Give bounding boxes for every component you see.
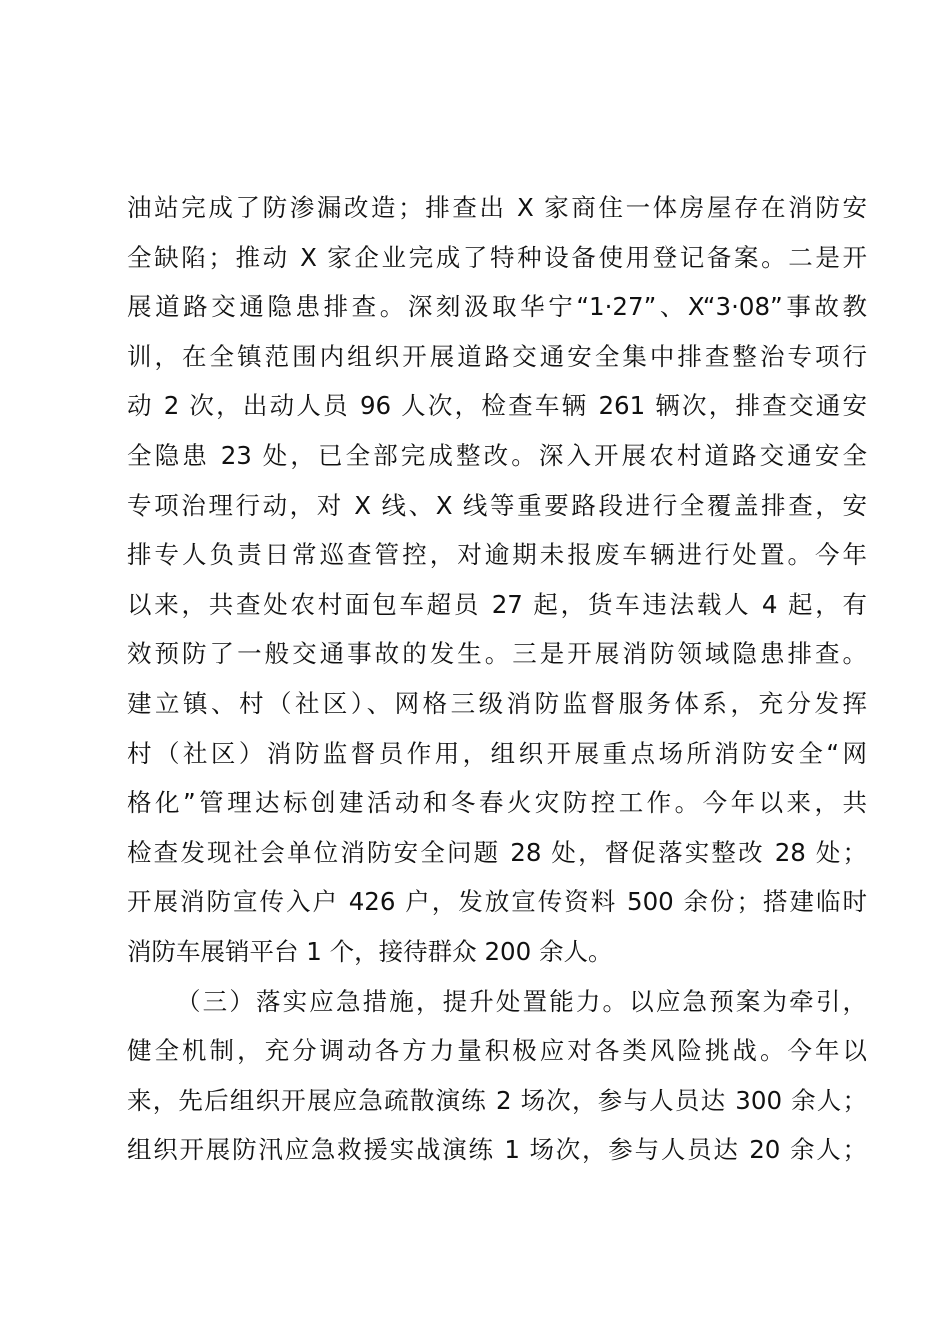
section-heading-line: （三）落实应急措施，提升处置能力。以应急预案为牵引，: [176, 986, 867, 1016]
text-line: 检查发现社会单位消防安全问题 28 处，督促落实整改 28 处；: [127, 837, 867, 867]
paragraph-2: [127, 977, 867, 1175]
text-line: 训，在全镇范围内组织开展道路交通安全集中排查整治专项行: [127, 341, 867, 371]
paragraph-1: [127, 183, 867, 977]
text-line: 动 2 次，出动人员 96 人次，检查车辆 261 辆次，排查交通安: [127, 391, 867, 421]
text-line: 效预防了一般交通事故的发生。三是开展消防领域隐患排查。: [127, 639, 867, 669]
text-line: 开展消防宣传入户 426 户，发放宣传资料 500 余份；搭建临时: [127, 887, 867, 917]
text-line: 专项治理行动，对 X 线、X 线等重要路段进行全覆盖排查，安: [127, 490, 867, 520]
text-line: 消防车展销平台 1 个，接待群众 200 余人。: [127, 936, 613, 966]
text-line: 建立镇、村（社区）、网格三级消防监督服务体系，充分发挥: [127, 688, 867, 718]
text-line: 油站完成了防渗漏改造；排查出 X 家商住一体房屋存在消防安: [127, 193, 867, 222]
text-line: 展道路交通隐患排查。深刻汲取华宁“1·27”、X“3·08”事故教: [127, 292, 867, 322]
text-line: 全缺陷；推动 X 家企业完成了特种设备使用登记备案。二是开: [127, 242, 867, 272]
text-line: 组织开展防汛应急救援实战演练 1 场次，参与人员达 20 余人；: [127, 1135, 867, 1165]
text-line: 全隐患 23 处，已全部完成整改。深入开展农村道路交通安全: [127, 440, 867, 470]
document-body: [127, 183, 867, 1175]
text-line: 排专人负责日常巡查管控，对逾期未报废车辆进行处置。今年: [127, 540, 867, 570]
text-line: 来，先后组织开展应急疏散演练 2 场次，参与人员达 300 余人；: [127, 1085, 867, 1115]
text-line: 村（社区）消防监督员作用，组织开展重点场所消防安全“网: [127, 738, 867, 768]
text-line: 健全机制，充分调动各方力量积极应对各类风险挑战。今年以: [127, 1036, 867, 1066]
text-line: 格化”管理达标创建活动和冬春火灾防控工作。今年以来，共: [127, 788, 867, 818]
text-line: 以来，共查处农村面包车超员 27 起，货车违法载人 4 起，有: [127, 589, 867, 619]
